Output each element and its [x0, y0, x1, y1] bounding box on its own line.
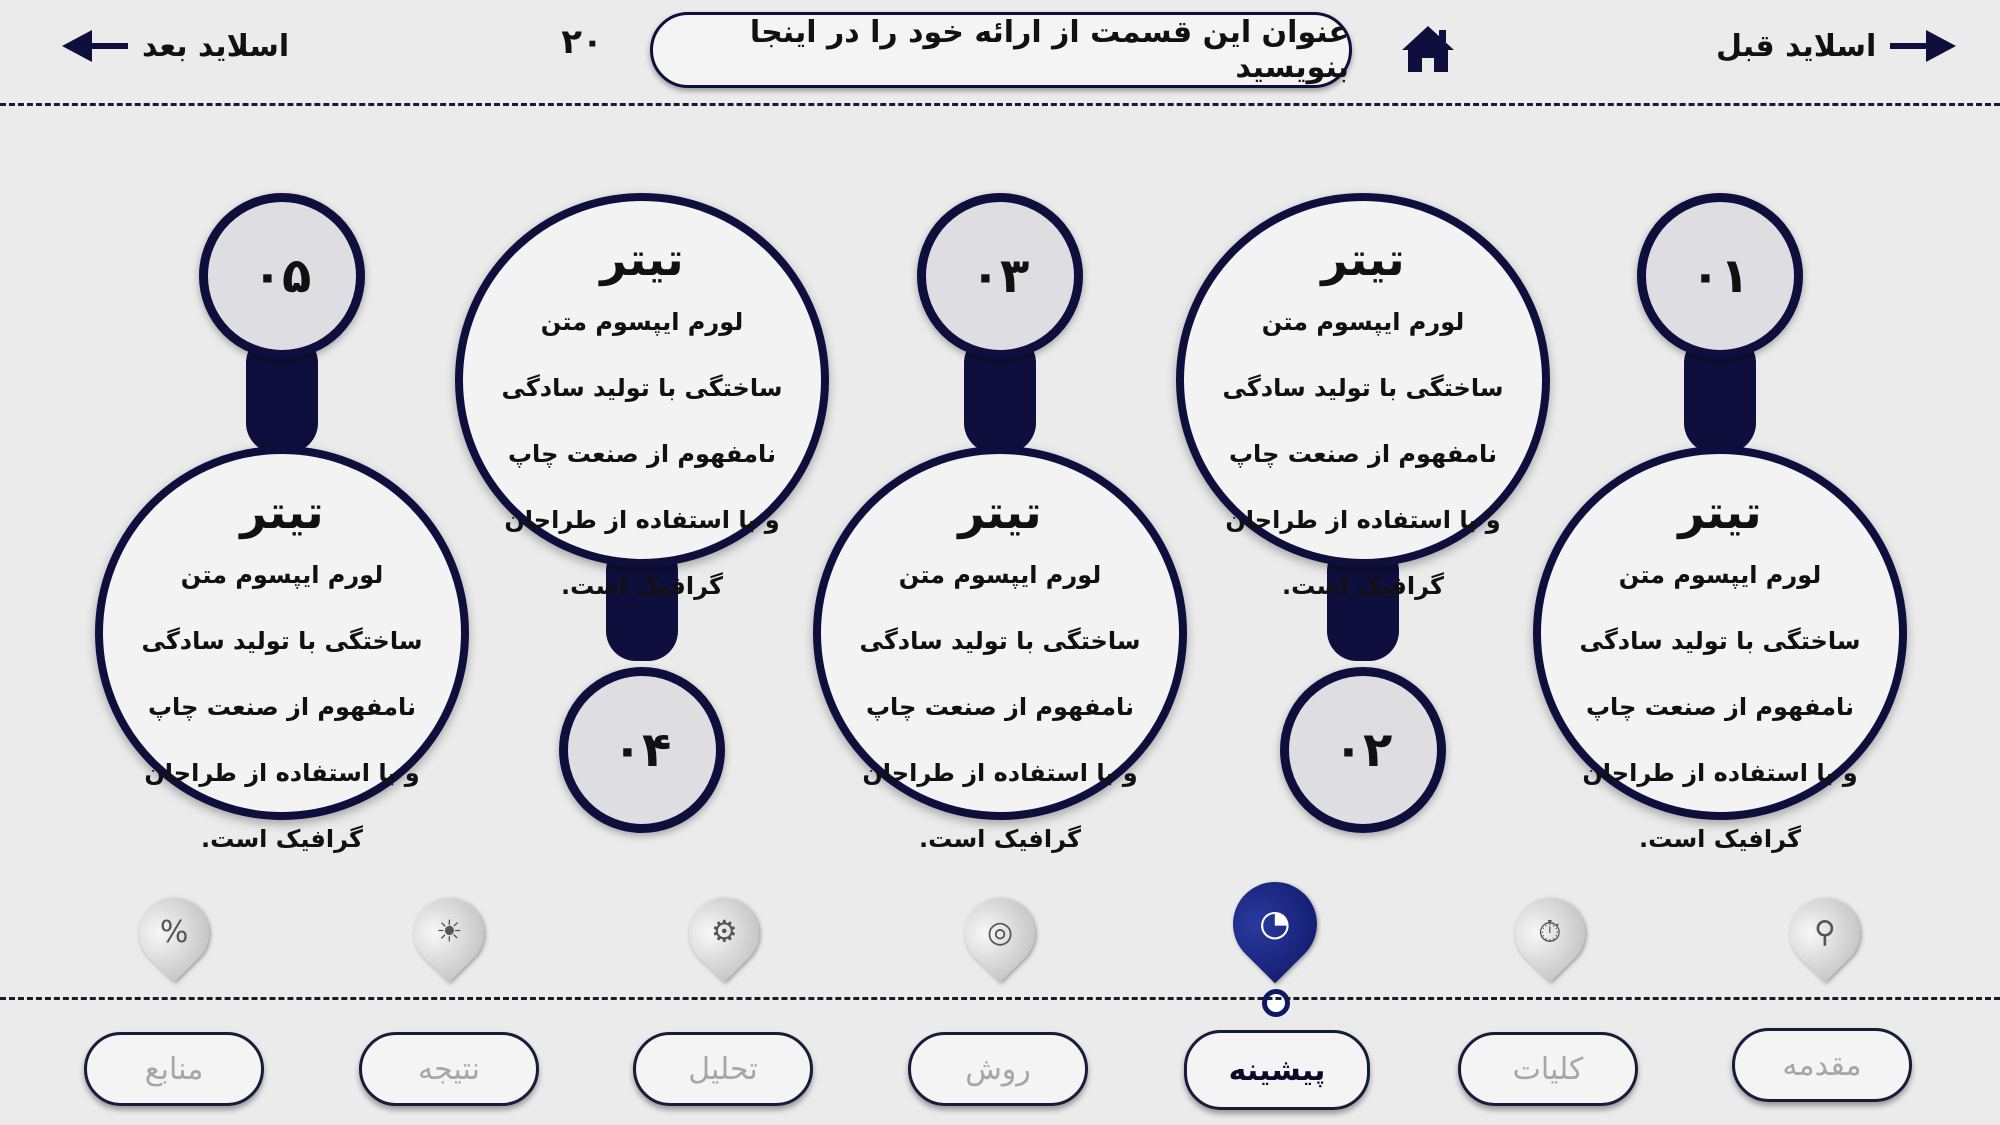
active-pin-dot [1262, 989, 1290, 1017]
card-title: تیتر [240, 485, 324, 539]
tab-label: پیشینه [1228, 1052, 1326, 1088]
card-circle [813, 446, 1187, 853]
card-title: تیتر [958, 485, 1042, 539]
tab-background[interactable] [1184, 1030, 1370, 1110]
card-body: لورم ایپسوم متن ساختگی با تولید سادگی نامفهوم از صنعت چاپ و با استفاده از طراحان گرافیک است. [501, 308, 783, 600]
pin-method[interactable] [965, 898, 1035, 968]
target-icon: ◎ [986, 915, 1014, 950]
card-body: لورم ایپسوم متن ساختگی با تولید سادگی نامفهوم از صنعت چاپ و با استفاده از طراحان گرافیک است. [1579, 561, 1861, 853]
card-body: لورم ایپسوم متن ساختگی با تولید سادگی نامفهوم از صنعت چاپ و با استفاده از طراحان گرافیک است. [141, 561, 423, 853]
pin-overview[interactable] [1515, 898, 1585, 968]
tab-intro[interactable] [1732, 1028, 1912, 1102]
card-title: تیتر [600, 232, 684, 286]
prev-slide-label: اسلاید قبل [1716, 28, 1877, 64]
search-person-icon: ⚲ [1814, 915, 1836, 951]
tab-label: نتیجه [418, 1051, 480, 1087]
card-number-badge: ۰۴ [559, 667, 725, 833]
next-slide-label: اسلاید بعد [142, 28, 290, 64]
tab-label: مقدمه [1782, 1047, 1862, 1083]
page-number: ۲۰ [561, 22, 603, 62]
pin-intro[interactable] [1790, 898, 1860, 968]
card-number-badge: ۰۱ [1637, 193, 1803, 359]
card-body: لورم ایپسوم متن ساختگی با تولید سادگی نامفهوم از صنعت چاپ و با استفاده از طراحان گرافیک است. [859, 561, 1141, 853]
card-body: لورم ایپسوم متن ساختگی با تولید سادگی نامفهوم از صنعت چاپ و با استفاده از طراحان گرافیک است. [1222, 308, 1504, 600]
card-circle [1533, 446, 1907, 853]
pie-chart-icon: ◔ [1259, 903, 1291, 945]
home-button[interactable] [1400, 24, 1456, 78]
header-divider [0, 103, 2000, 106]
stopwatch-icon: ⏱ [1538, 915, 1562, 950]
percent-gear-icon: % [159, 915, 189, 951]
tab-overview[interactable] [1458, 1032, 1638, 1106]
card-circle [95, 446, 469, 853]
tab-method[interactable] [908, 1032, 1088, 1106]
tab-result[interactable] [359, 1032, 539, 1106]
arrow-left-icon [62, 28, 128, 64]
section-title: عنوان این قسمت از ارائه خود را در اینجا بنویسید [749, 15, 1349, 85]
card-number-badge: ۰۳ [917, 193, 1083, 359]
tab-references[interactable] [84, 1032, 264, 1106]
card-number-badge: ۰۵ [199, 193, 365, 359]
pin-analysis[interactable] [689, 898, 759, 968]
tab-label: روش [965, 1051, 1031, 1087]
lightbulb-icon: ☀ [435, 915, 463, 950]
tab-label: کلیات [1512, 1051, 1584, 1087]
home-icon [1400, 24, 1456, 74]
prev-slide-link[interactable] [1716, 28, 1956, 64]
card-circle [455, 193, 829, 600]
tab-analysis[interactable] [633, 1032, 813, 1106]
card-circle [1176, 193, 1550, 600]
tab-label: منابع [144, 1051, 204, 1087]
pin-background[interactable] [1233, 882, 1317, 966]
arrow-right-icon [1890, 28, 1956, 64]
pin-references[interactable] [139, 898, 209, 968]
gear-icon: ⚙ [710, 915, 738, 950]
pin-result[interactable] [414, 898, 484, 968]
card-title: تیتر [1678, 485, 1762, 539]
card-title: تیتر [1321, 232, 1405, 286]
section-title-pill[interactable] [650, 12, 1352, 88]
footer-divider [0, 997, 2000, 1000]
card-number-badge: ۰۲ [1280, 667, 1446, 833]
next-slide-link[interactable] [62, 28, 289, 64]
tab-label: تحلیل [688, 1051, 758, 1087]
